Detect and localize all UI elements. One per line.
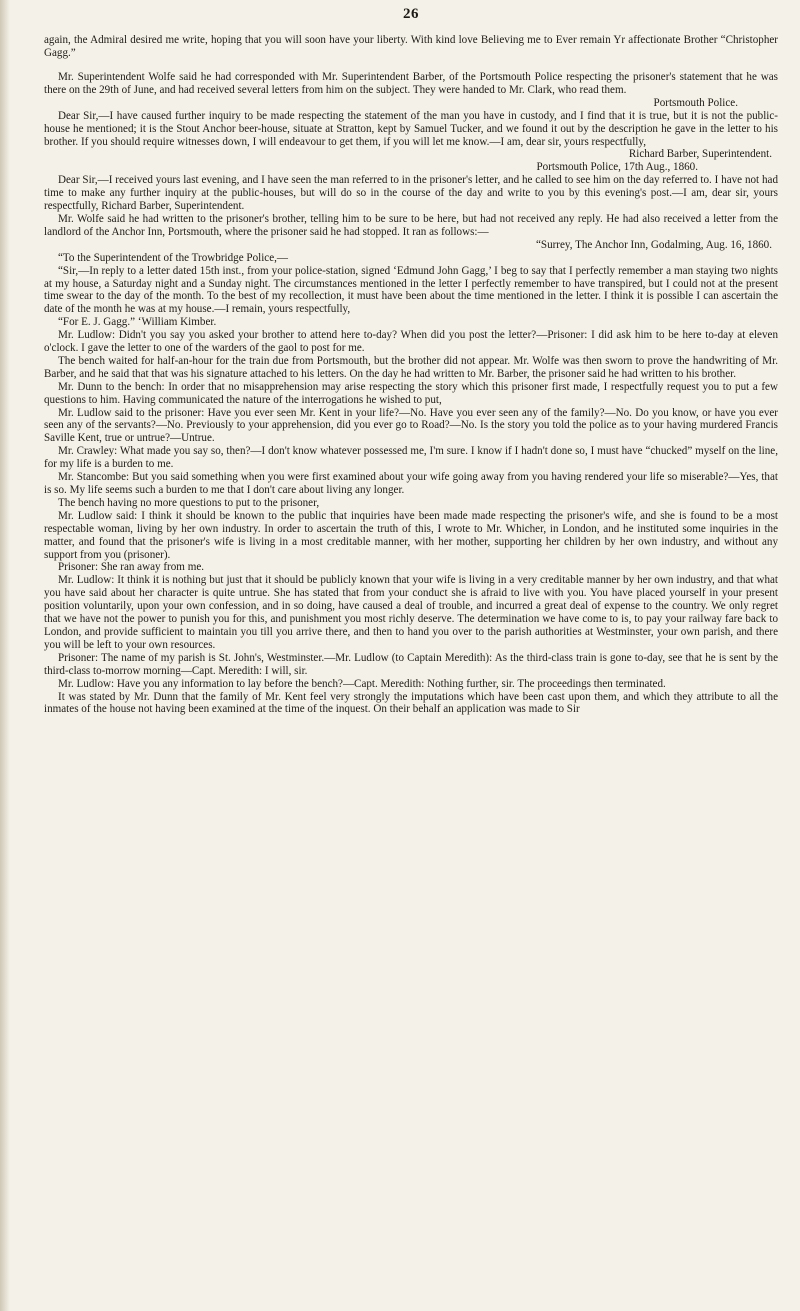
paragraph: Portsmouth Police.	[653, 96, 738, 109]
paragraph: again, the Admiral desired me write, hoping that you will soon have your liberty. With kind love Believing me to Ever remain Yr affectionate Brother “Christopher Gagg.”	[44, 34, 778, 59]
paragraph: Mr. Ludlow said: I think it should be known to the public that inquiries have been made made respecting the prisoner's wife, and she is found to be a most respectable woman, living by her own industry. In order to ascertain the truth of this, I wrote to Mr. Whicher, in London, and he instituted some inquiries in the matter, and found that the prisoner's wife is living in a most creditable manner, with her mother, supporting her children by her own industry, and without any support from you (prisoner).	[44, 509, 778, 561]
paragraph: Prisoner: She ran away from me.	[58, 561, 205, 574]
paragraph: Mr. Ludlow: It think it is nothing but just that it should be publicly known that your wife is living in a very creditable manner by her own industry, and that what you have said about her character is quite untrue. She has stated that from your conduct she is afraid to live with you. You have placed yourself in your present position voluntarily, upon your own confession, and in so doing, have caused a deal of trouble, and incurred a great deal of expense to the country. We only regret that we have not the power to punish you for this, and punishment you most richly deserve. The determination we have come to is, to pay your railway fare back to London, and provide sufficient to maintain you till you arrive there, and then to hand you over to the parish authorities at Westminster, your own parish, and there you will be left to your own resources.	[44, 574, 778, 651]
page-number: 26	[403, 6, 419, 22]
paragraph: Mr. Superintendent Wolfe said he had corresponded with Mr. Superintendent Barber, of the Portsmouth Police respecting the prisoner's statement that he was there on the 29th of June, and had received several letters from him on the subject. They were handed to Mr. Clark, who read them.	[44, 71, 778, 96]
paragraph: Mr. Ludlow: Didn't you say you asked your brother to attend here to-day? When did you post the letter?—Prisoner: I did ask him to be here to-day at eleven o'clock. I gave the letter to one of the warders of the gaol to post for me.	[44, 329, 778, 355]
paragraph: Portsmouth Police, 17th Aug., 1860.	[536, 161, 698, 174]
paragraph: Mr. Wolfe said he had written to the prisoner's brother, telling him to be sure to be here, but had not received any reply. He had also received a letter from the landlord of the Anchor Inn, Portsmouth, where the prisoner said he had stopped. It ran as follows:—	[44, 212, 778, 238]
paragraph: The bench waited for half-an-hour for the train due from Portsmouth, but the brother did not appear. Mr. Wolfe was then sworn to prove the handwriting of Mr. Barber, and he said that that was his signature attached to his letters. On the day he had written to Mr. Barber, the prisoner said he had written to his brother.	[44, 354, 778, 380]
paragraph: Dear Sir,—I have caused further inquiry to be made respecting the statement of the man you have in custody, and I find that it is true, but it is not the public-house he mentioned; it is the Stout Anchor beer-house, situate at Stratton, kept by Samuel Tucker, and we found it out by the description he gave in the letter to his brother. If you should require witnesses down, I will endeavour to get them, if you will let me know.—I am, dear sir, yours respectfully,	[44, 109, 778, 148]
paragraph: Richard Barber, Superintendent.	[628, 148, 772, 161]
paragraph: Mr. Ludlow said to the prisoner: Have you ever seen Mr. Kent in your life?—No. Have you ever seen any of the family?—No. Do you know, or have you ever seen any of the servants?—No. Previously to your apprehension, did you ever go to Road?—No. Is the story you told the police as to your having murdered Francis Saville Kent, true or untrue?—Untrue.	[44, 406, 778, 445]
paragraph: “Sir,—In reply to a letter dated 15th inst., from your police-station, signed ‘Edmund John Gagg,’ I beg to say that I perfectly remember a man staying two nights at my house, a Saturday night and a Sunday night. The circumstances mentioned in the letter I perfectly remember to have transpired, but I could not at the present time swear to the day of the month. To the best of my recollection, it must have been about the time mentioned in the letter. I think it is possible I can ascertain the date of the month he was at my house.—I remain, yours respectfully,	[44, 264, 778, 316]
paragraph: Prisoner: The name of my parish is St. John's, Westminster.—Mr. Ludlow (to Captain Meredith): As the third-class train is gone to-day, see that he is sent by the third-class to-morrow morning—Capt. Meredith: I will, sir.	[44, 651, 778, 677]
paragraph: “For E. J. Gagg.” ‘William Kimber.	[58, 316, 217, 329]
paragraph: Mr. Ludlow: Have you any information to lay before the bench?—Capt. Meredith: Nothing further, sir. The proceedings then terminated.	[58, 677, 666, 690]
paragraph: Dear Sir,—I received yours last evening, and I have seen the man referred to in the prisoner's letter, and he called to see him on the day referred to. I have not had time to make any further inquiry at the public-houses, but will do so in the course of the day and write to you by this evening's post.—I am, dear sir, yours respectfully, Richard Barber, Superintendent.	[44, 174, 778, 213]
paragraph: “To the Superintendent of the Trowbridge Police,—	[58, 251, 288, 264]
paragraph: Mr. Stancombe: But you said something when you were first examined about your wife going away from you having rendered your life so miserable?—Yes, that is so. My life seems such a burden to me that I don't care about living any longer.	[44, 471, 778, 496]
paragraph: The bench having no more questions to put to the prisoner,	[58, 496, 320, 509]
paragraph: “Surrey, The Anchor Inn, Godalming, Aug. 16, 1860.	[535, 238, 772, 251]
page-gutter-shadow	[0, 0, 10, 1311]
paragraph: Mr. Dunn to the bench: In order that no misapprehension may arise respecting the story which this prisoner first made, I respectfully request you to put a few questions to him. Having communicated the nature of the interrogations he wished to put,	[44, 380, 778, 406]
paragraph: Mr. Crawley: What made you say so, then?—I don't know whatever possessed me, I'm sure. I know if I hadn't done so, I must have “chucked” myself on the line, for my life is a burden to me.	[44, 445, 778, 471]
article-body	[44, 34, 778, 716]
paragraph: It was stated by Mr. Dunn that the family of Mr. Kent feel very strongly the imputations which have been cast upon them, and which they attribute to all the inmates of the house not having been examined at the time of the inquest. On their behalf an application was made to Sir	[44, 690, 778, 716]
